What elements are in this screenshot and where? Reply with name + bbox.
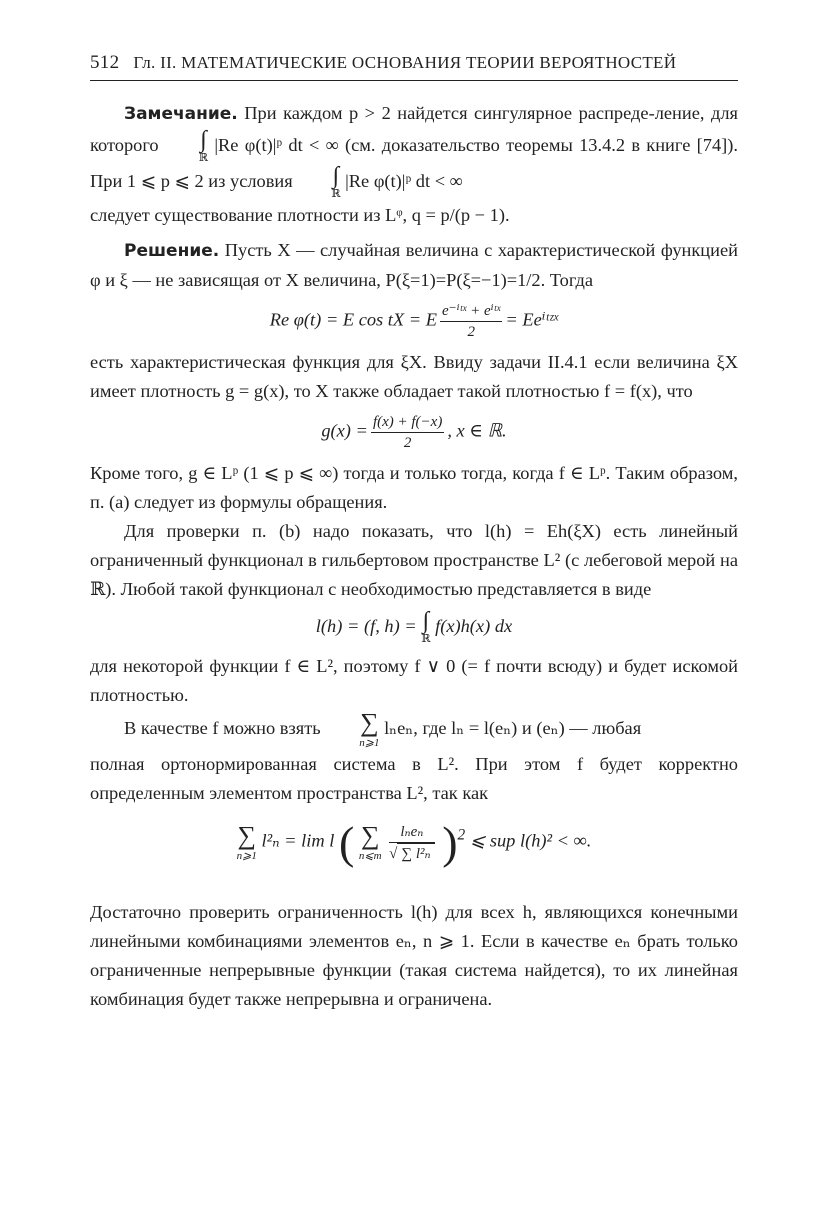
page-number: 512 [90,52,120,73]
fraction: $\frac{\text{lₙeₙ}}{\text{√ ∑ l²ₙ}}$ [389,822,434,864]
solution-text-8: Достаточно проверить ограниченность l(h) для всех h, являющихся конечными линейными комбинациями элементов eₙ, n ⩾ 1. Если в качестве eₙ брать только ограниченные непрерывные функции (такая система найдется), то их линейная комбинация будет также непрерывна и ограничена. [90,902,738,1009]
formula-2-right: , x ∈ ℝ. [447,420,507,441]
formula-3 [90,610,738,646]
formula-4-limit: l²ₙ = lim l [261,830,335,851]
remark-text-2: |Re φ(t)|ᵖ dt < ∞ (см. доказательство теоремы 13.4.2 в книге [74]). При 1 ⩽ p ⩽ 2 из условия [90,135,738,192]
integral-symbol: ∫ ℝ [198,127,209,164]
solution-text-3: Кроме того, g ∈ Lᵖ (1 ⩽ p ⩽ ∞) тогда и только тогда, когда f ∈ Lᵖ. Таким образом, п. (a) следует из формулы обращения. [90,463,738,512]
formula-1-right: = Eeⁱᵗᶻˣ [505,309,559,330]
fraction: $\frac{\text{e⁻ⁱᵗˣ + eⁱᵗˣ}}{2}$ [442,303,501,340]
integral-symbol: ∫ ℝ [331,163,341,200]
formula-2-left: g(x) = [321,420,368,441]
fraction: $\frac{f(x) + f(-x)}{2}$ [372,414,443,451]
remark-text-4: следует существование плотности из Lᵠ, q = p/(p − 1). [90,205,510,225]
formula-4-square: 2 [457,826,466,844]
formula-1 [90,301,738,342]
remark-text-3: |Re φ(t)|ᵖ dt < ∞ [345,171,463,192]
formula-3-left: l(h) = (f, h) = [315,616,417,637]
sum-symbol: ∑ n⩾1 [359,708,380,749]
solution-paragraph-6 [90,710,738,750]
solution-label: Решение. [124,241,220,261]
chapter-title: Гл. II. МАТЕМАТИЧЕСКИЕ ОСНОВАНИЯ ТЕОРИИ ВЕРОЯТНОСТЕЙ [133,53,677,72]
solution-paragraph-1 [90,236,738,295]
formula-4-sup: ⩽ sup l(h)² < ∞. [469,830,592,851]
running-header [90,52,738,81]
page [90,52,738,1014]
solution-text-6a: В качестве f можно взять [124,718,321,739]
solution-text-5: для некоторой функции f ∈ L², поэтому f ∨ 0 (= f почти всюду) и будет искомой плотностью. [90,656,738,705]
sum-symbol: ∑ n⩾1 [236,820,257,862]
formula-3-right: f(x)h(x) dx [435,616,513,637]
solution-text-4: Для проверки п. (b) надо показать, что l(h) = Eh(ξX) есть линейный ограниченный функционал в гильбертовом пространстве L² (с лебеговой мерой на ℝ). Любой такой функционал с необходимостью представляется в виде [90,521,738,599]
formula-2 [90,412,738,453]
remark-label: Замечание. [124,104,238,124]
formula-4: ∑ n⩾1 l²ₙ = lim l ( ∑ n⩽m $\frac{\text{lₙeₙ}}{\text{√ ∑ l²ₙ}}$ )$^2$ ⩽ sup l(h)² < ∞. [236,817,592,868]
solution-text-1: Пусть X — случайная величина с характеристической функцией φ и ξ — не зависящая от X величина, P(ξ=1)=P(ξ=−1)=1/2. Тогда [90,240,738,290]
solution-text-6b: lₙeₙ, где lₙ = l(eₙ) и (eₙ) — любая [384,718,642,739]
remark-text-1: При каждом p > 2 найдется сингулярное распреде-ление, для которого [90,103,738,156]
solution-text-2: есть характеристическая функция для ξX. Ввиду задачи II.4.1 если величина ξX имеет плотность g = g(x), то X также обладает такой плотностью f = f(x), что [90,352,738,401]
integral-symbol: ∫ ℝ [421,608,431,645]
formula-1-left: Re φ(t) = E cos tX = E [269,309,437,330]
solution-text-7: полная ортонормированная система в L². При этом f будет корректно определенным элементом пространства L², так как [90,754,738,803]
sum-symbol: ∑ n⩽m [358,820,382,862]
remark-paragraph [90,99,738,201]
